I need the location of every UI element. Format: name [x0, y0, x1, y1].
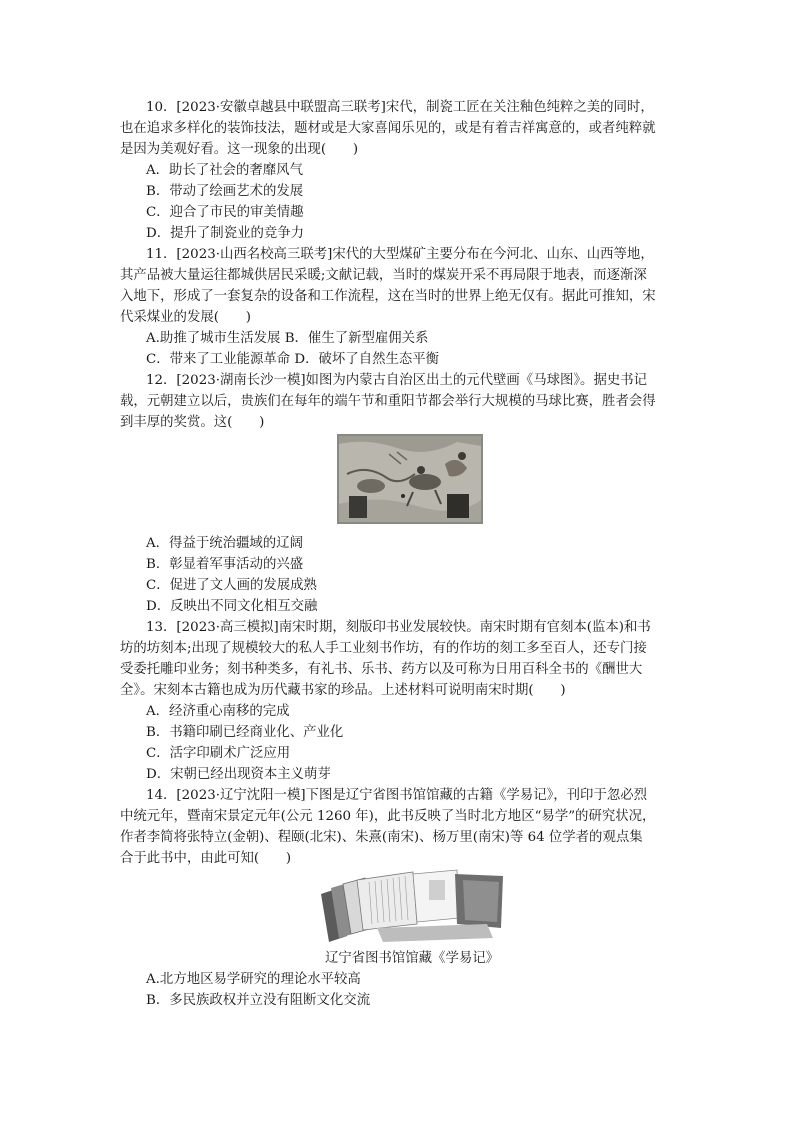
q10-line-2: 也在追求多样化的装饰技法，题材或是大家喜闻乐见的，或是有着吉祥寓意的，或者纯粹就: [120, 121, 656, 136]
ancient-book-caption: 辽宁省图书馆馆藏《学易记》: [324, 951, 500, 966]
q14-option-a: A.北方地区易学研究的理论水平较高: [146, 972, 361, 987]
q14-line-2: 中统元年，暨南宋景定元年(公元 1260 年)，此书反映了当时北方地区“易学”的研究状况，: [120, 809, 656, 824]
q13-option-d: D．宋朝已经出现资本主义萌芽: [146, 767, 331, 782]
q13-option-a: A．经济重心南移的完成: [146, 704, 290, 719]
q12-option-a: A．得益于统治疆域的辽阔: [146, 536, 303, 551]
q10-option-b: B．带动了绘画艺术的发展: [146, 184, 304, 199]
q13-line-1: 13．[2023·高三模拟]南宋时期，刻版印书业发展较快。南宋时期有官刻本(监本)和书: [146, 620, 651, 635]
q13-line-2: 坊的坊刻本;出现了规模较大的私人手工业刻书作坊，有的作坊的刻工多至百人，还专门接: [120, 641, 647, 656]
q11-line-2: 其产品被大量运往都城供居民采暖;文献记载，当时的煤炭开采不再局限于地表，而逐渐深: [120, 268, 647, 283]
q11-line-3: 入地下，形成了一套复杂的设备和工作流程，这在当时的世界上绝无仅有。据此可推知，宋: [120, 289, 656, 304]
polo-mural-illustration: [337, 434, 483, 524]
q11-options-cd: C．带来了工业能源革命 D．破坏了自然生态平衡: [146, 352, 440, 367]
q13-line-4: 全》。宋刻本古籍也成为历代藏书家的珍品。上述材料可说明南宋时期( ): [120, 683, 566, 698]
q10-option-d: D．提升了制瓷业的竞争力: [146, 226, 305, 241]
q14-line-3: 作者李简将张特立(金朝)、程颐(北宋)、朱熹(南宋)、杨万里(南宋)等 64 位学者的观点集: [120, 830, 643, 845]
q12-option-c: C．促进了文人画的发展成熟: [146, 578, 317, 593]
ancient-book-illustration: [317, 866, 507, 944]
q10-option-c: C．迎合了市民的审美情趣: [146, 205, 304, 220]
q14-option-b: B．多民族政权并立没有阻断文化交流: [146, 993, 371, 1008]
q11-line-1: 11．[2023·山西名校高三联考]宋代的大型煤矿主要分布在今河北、山东、山西等地，: [146, 247, 654, 262]
q13-line-3: 受委托雕印业务；刻书种类多，有礼书、乐书、药方以及可称为日用百科全书的《酬世大: [120, 662, 643, 677]
q14-line-4: 合于此书中，由此可知( ): [120, 851, 292, 866]
q10-line-1: 10．[2023·安徽卓越县中联盟高三联考]宋代，制瓷工匠在关注釉色纯粹之美的同时，: [146, 100, 654, 115]
ancient-book-image: [317, 866, 507, 944]
q12-line-1: 12．[2023·湖南长沙一模]如图为内蒙古自治区出土的元代壁画《马球图》。据史书记: [146, 373, 648, 388]
q13-option-c: C．活字印刷术广泛应用: [146, 746, 291, 761]
polo-mural-image: [337, 434, 483, 524]
q11-line-4: 代采煤业的发展( ): [120, 310, 251, 325]
q12-line-2: 载，元朝建立以后，贵族们在每年的端午节和重阳节都会举行大规模的马球比赛，胜者会得: [120, 394, 656, 409]
q12-option-b: B．彰显着军事活动的兴盛: [146, 557, 304, 572]
q10-line-3: 是因为美观好看。这一现象的出现( ): [120, 142, 359, 157]
q12-line-3: 到丰厚的奖赏。这( ): [120, 415, 265, 430]
q11-options-ab: A.助推了城市生活发展 B．催生了新型雇佣关系: [146, 331, 429, 346]
q10-option-a: A．助长了社会的奢靡风气: [146, 163, 303, 178]
q12-option-d: D．反映出不同文化相互交融: [146, 599, 318, 614]
q13-option-b: B．书籍印刷已经商业化、产业化: [146, 725, 344, 740]
q14-line-1: 14．[2023·辽宁沈阳一模]下图是辽宁省图书馆馆藏的古籍《学易记》，刊印于忽必烈: [146, 788, 648, 803]
